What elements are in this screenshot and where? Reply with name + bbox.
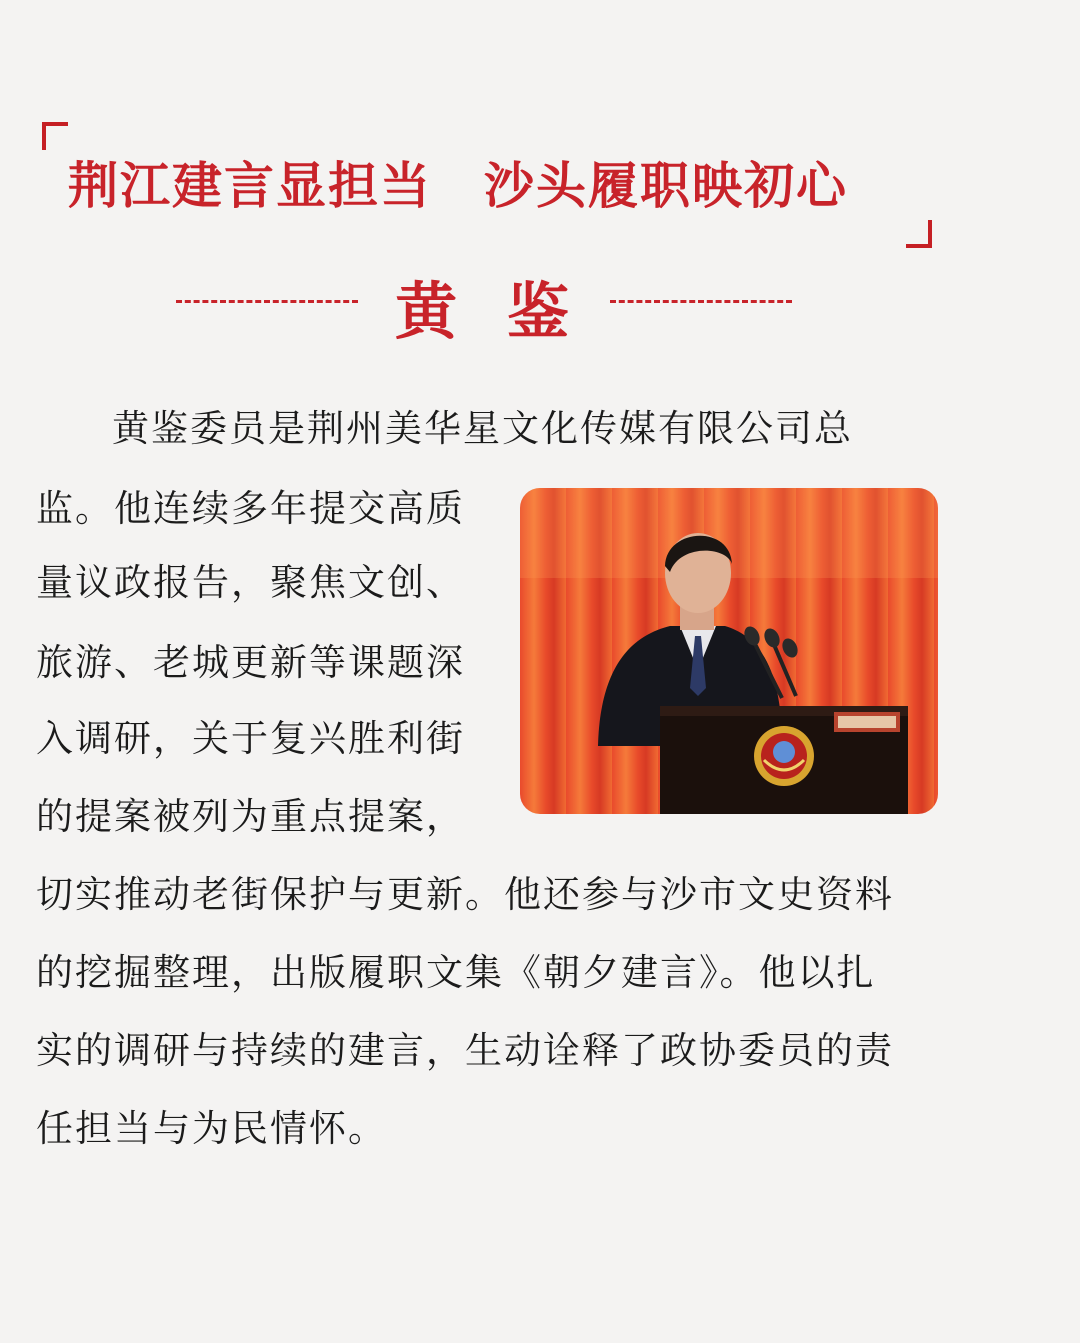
speaker-photo (520, 488, 938, 814)
corner-bracket-bottom-right (906, 220, 932, 248)
body-line-4: 旅游、老城更新等课题深 (36, 641, 465, 684)
title-left: 荆江建言显担当 (68, 156, 432, 215)
body-line-10: 任担当与为民情怀。 (36, 1107, 387, 1150)
body-line-7: 切实推动老街保护与更新。他还参与沙市文史资料 (36, 873, 894, 916)
page-title (68, 146, 908, 218)
body-line-8: 的挖掘整理，出版履职文集《朝夕建言》。他以扎 (36, 951, 876, 994)
body-line-6: 的提案被列为重点提案， (36, 795, 465, 838)
dashed-divider-right (610, 300, 792, 303)
body-line-9: 实的调研与持续的建言，生动诠释了政协委员的责 (36, 1029, 894, 1072)
body-line-1: 黄鉴委员是荆州美华星文化传媒有限公司总 (112, 407, 853, 450)
speaker-illustration (520, 488, 938, 814)
corner-bracket-top-left (42, 122, 68, 150)
body-line-2: 监。他连续多年提交高质 (36, 487, 465, 530)
body-line-5: 入调研，关于复兴胜利街 (36, 717, 465, 760)
title-right: 沙头履职映初心 (484, 156, 848, 215)
dashed-divider-left (176, 300, 358, 303)
member-name: 黄鉴 (395, 275, 620, 348)
body-line-3: 量议政报告，聚焦文创、 (36, 561, 465, 604)
